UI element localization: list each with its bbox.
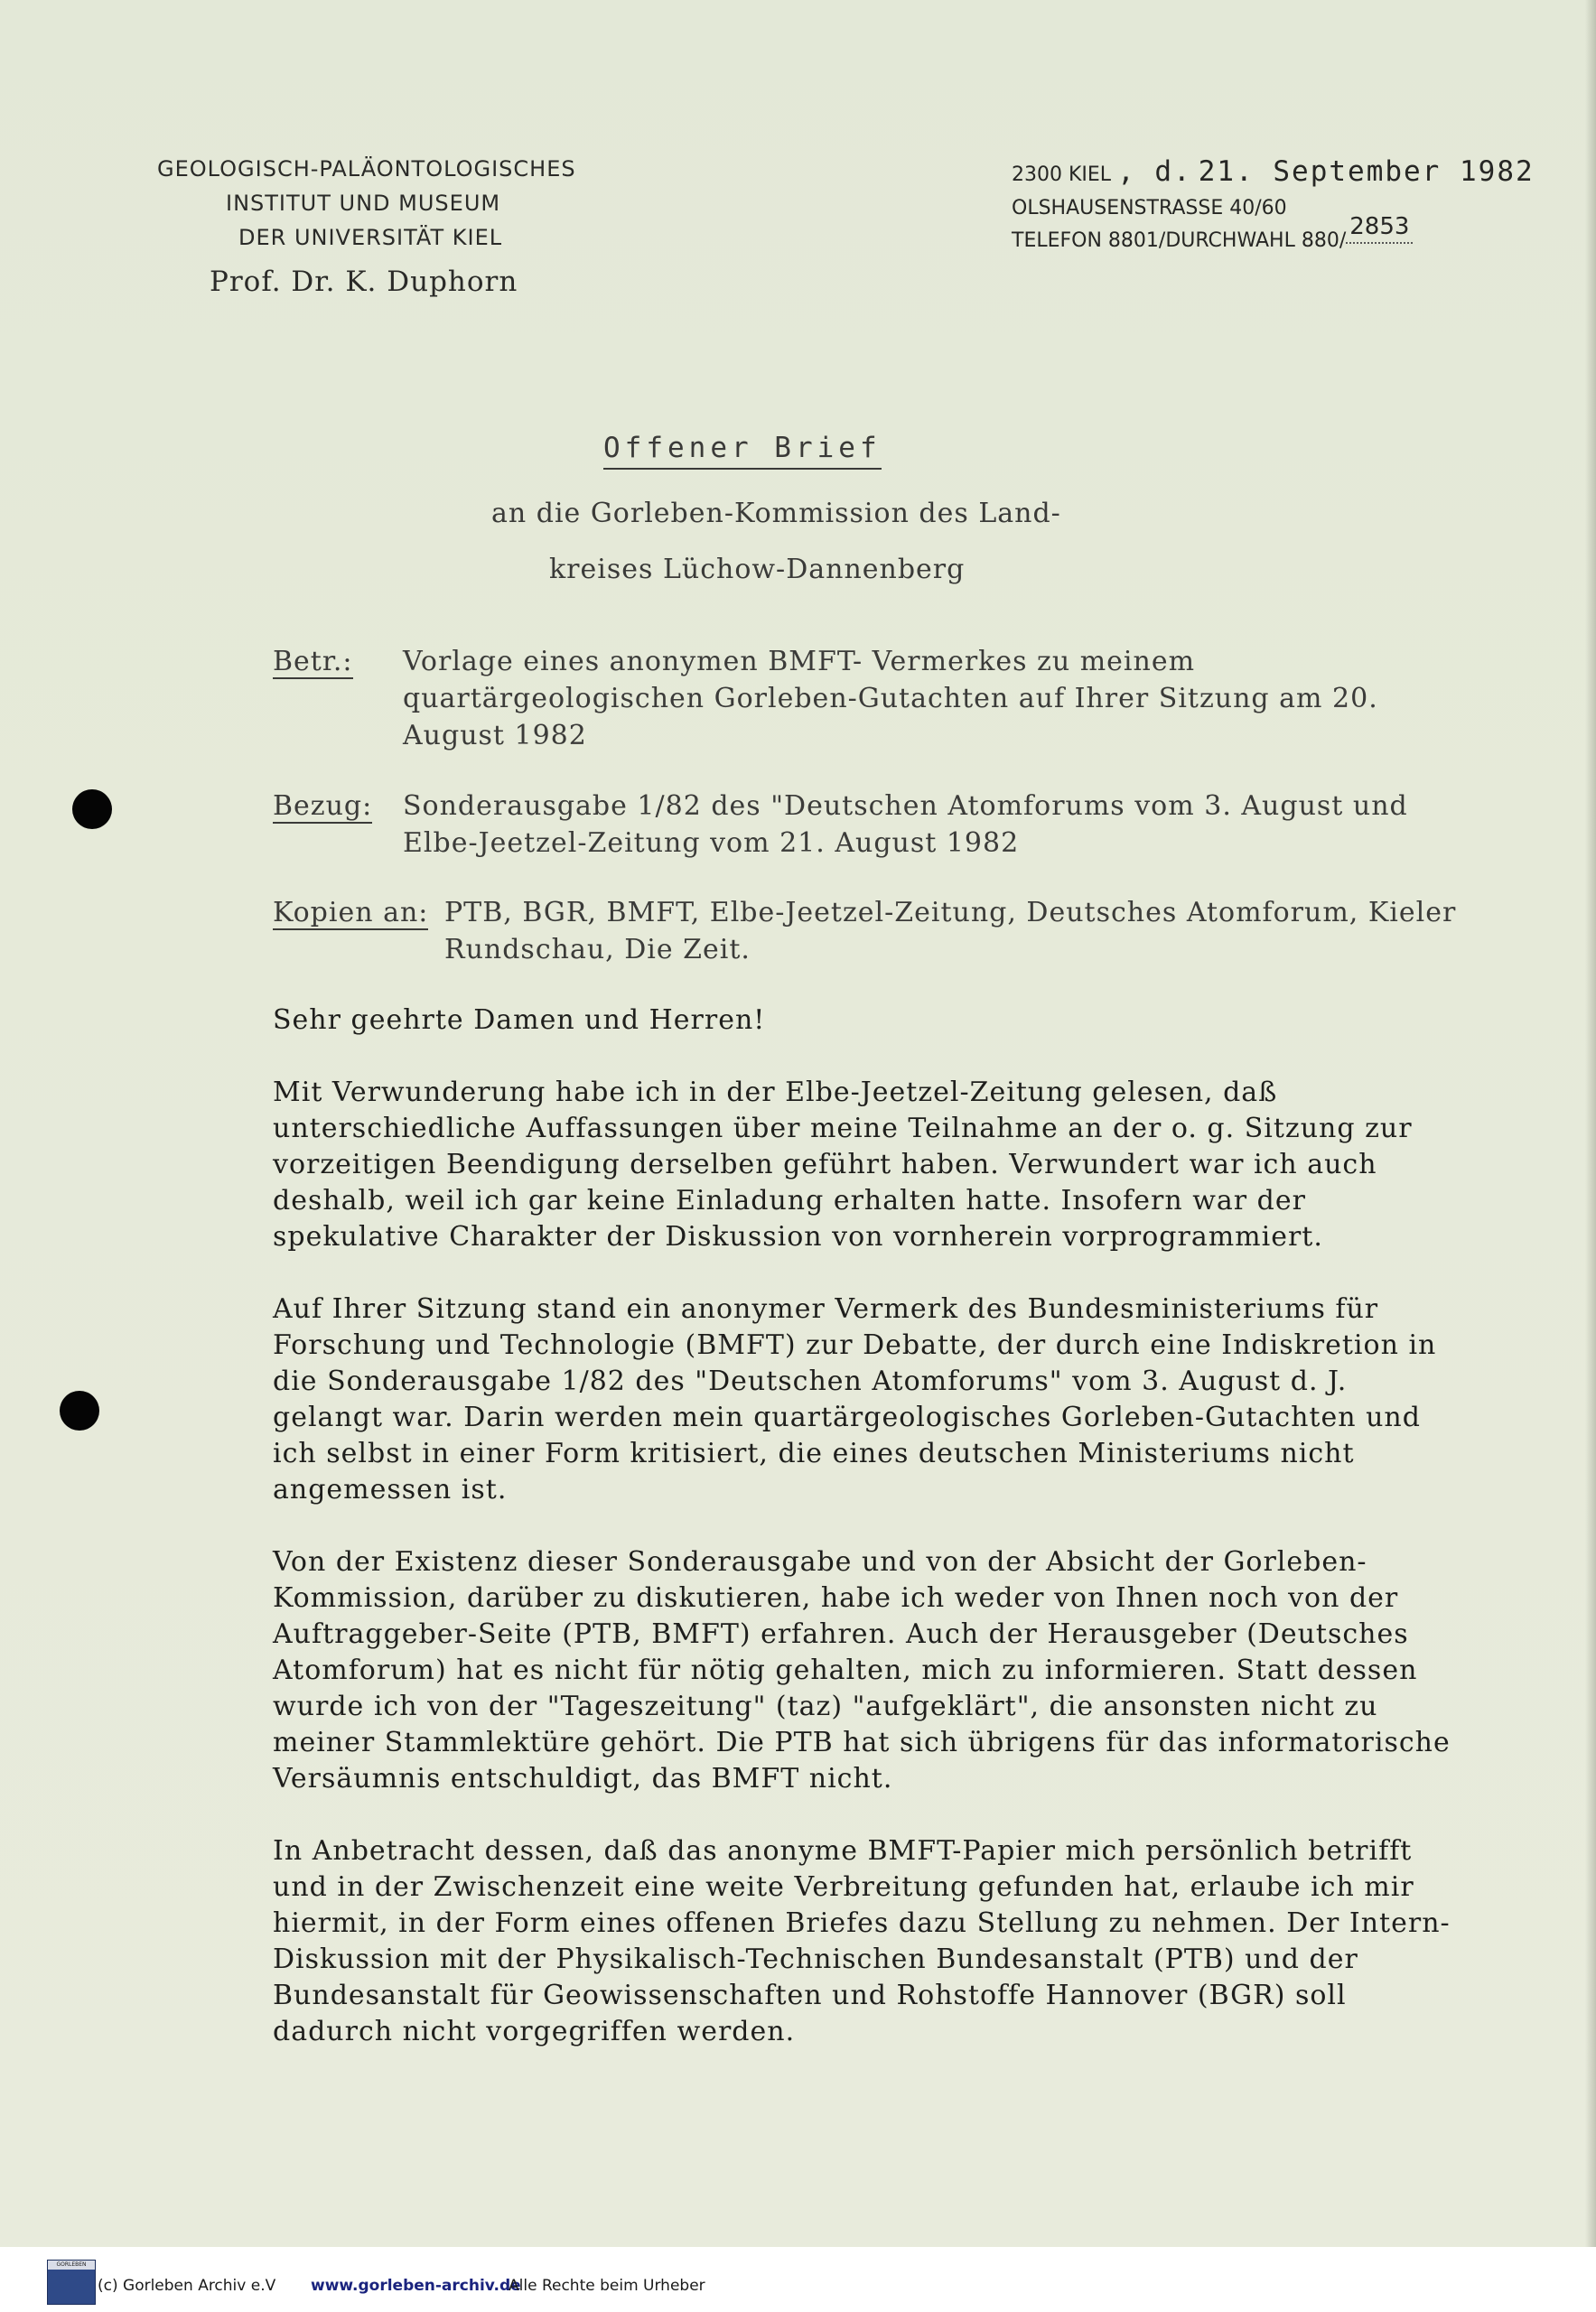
kopien-label: Kopien an: [273,897,429,928]
paragraph-4: In Anbetracht dessen, daß das anonyme BMFT-Papier mich persönlich betrifft und in der Zwischenzeit eine weite Verbreitung gefunden hat, erlaube ich mir hiermit, in der Form eines offenen Briefes dazu Stellung zu nehmen. Der Intern-Diskussion mit der Physikalisch-Technischen Bundesanstalt (PTB) und der Bundesanstalt für Geowissenschaften und Rohstoffe Hannover (BGR) soll dadurch nicht vorgegriffen werden. [273,1835,1451,2047]
archive-logo-icon: GORLEBEN [47,2260,96,2305]
paragraph-1: Mit Verwunderung habe ich in der Elbe-Jeetzel-Zeitung gelesen, daß unterschiedliche Auffassungen über meine Teilnahme an der o. g. Sitzung zur vorzeitigen Beendigung derselben geführt haben. Verwundert war ich auch deshalb, weil ich gar keine Einladung erhalten hatte. Insofern war der spekulative Charakter der Diskussion von vornherein vorprogrammiert. [273,1077,1413,1253]
street-address: OLSHAUSENSTRASSE 40/60 [1012,197,1287,219]
letter-body [273,1002,1465,2086]
phone-line [1012,213,1554,256]
betr-text: Vorlage eines anonymen BMFT- Vermerkes zu meinem quartärgeologischen Gorleben-Gutachten auf Ihrer Sitzung am 20. August 1982 [403,646,1378,751]
bezug-label: Bezug: [273,790,373,822]
letterhead-address [1012,154,1554,256]
paragraph-3: Von der Existenz dieser Sonderausgabe und von der Absicht der Gorleben-Kommission, darüber zu diskutieren, habe ich weder von Ihnen noch von der Auftraggeber-Seite (PTB, BMFT) erfahren. Auch der Herausgeber (Deutsches Atomforum) hat es nicht für nötig gehalten, mich zu informieren. Statt dessen wurde ich von der "Tageszeitung" (taz) "aufgeklärt", die ansonsten nicht zu meiner Stammlektüre gehört. Die PTB hat sich übrigens für das informatorische Versäumnis entschuldigt, das BMFT nicht. [273,1546,1451,1795]
phone-number: TELEFON 8801/DURCHWAHL 880/ [1012,229,1347,252]
letter-title: Offener Brief [603,432,882,470]
reference-betr [273,643,1465,754]
archive-footer [0,2247,1596,2312]
city-date-line [1012,154,1554,193]
date-prefix: , d. [1117,155,1192,188]
footer-rights: Alle Rechte beim Urheber [509,2277,705,2295]
city: 2300 KIEL [1012,163,1112,186]
punch-hole-top [72,789,112,829]
footer-url-link[interactable]: www.gorleben-archiv.de [311,2277,521,2295]
salutation: Sehr geehrte Damen und Herren! [273,1004,766,1036]
letter-recipient [491,486,1142,598]
reference-bezug [273,788,1465,862]
phone-extension: 2853 [1346,211,1413,244]
page-edge-shadow [1585,0,1596,2247]
bezug-text: Sonderausgabe 1/82 des "Deutschen Atomforums vom 3. August und Elbe-Jeetzel-Zeitung vom 21. August 1982 [403,790,1408,859]
recipient-line-2: kreises Lüchow-Dannenberg [549,554,966,585]
kopien-text: PTB, BGR, BMFT, Elbe-Jeetzel-Zeitung, Deutsches Atomforum, Kieler Rundschau, Die Zeit. [444,897,1457,965]
institution-line-2: INSTITUT UND MUSEUM [226,191,501,216]
professor-name: Prof. Dr. K. Duphorn [210,266,518,298]
institution-line-1: GEOLOGISCH-PALÄONTOLOGISCHES [157,156,576,182]
recipient-line-1: an die Gorleben-Kommission des Land- [491,498,1061,529]
betr-label: Betr.: [273,646,353,677]
punch-hole-bottom [60,1391,99,1431]
footer-copyright: (c) Gorleben Archiv e.V [98,2277,276,2295]
letterhead-institution [154,152,623,302]
paragraph-2: Auf Ihrer Sitzung stand ein anonymer Vermerk des Bundesministeriums für Forschung und Technologie (BMFT) zur Debatte, der durch eine Indiskretion in die Sonderausgabe 1/82 des "Deutschen Atomforums" vom 3. August d. J. gelangt war. Darin werden mein quartärgeologisches Gorleben-Gutachten und ich selbst in einer Form kritisiert, die eines deutschen Ministeriums nicht angemessen ist. [273,1293,1437,1506]
letter-date: 21. September 1982 [1198,155,1535,188]
reference-kopien [273,894,1465,968]
institution-line-3: DER UNIVERSITÄT KIEL [238,225,503,250]
